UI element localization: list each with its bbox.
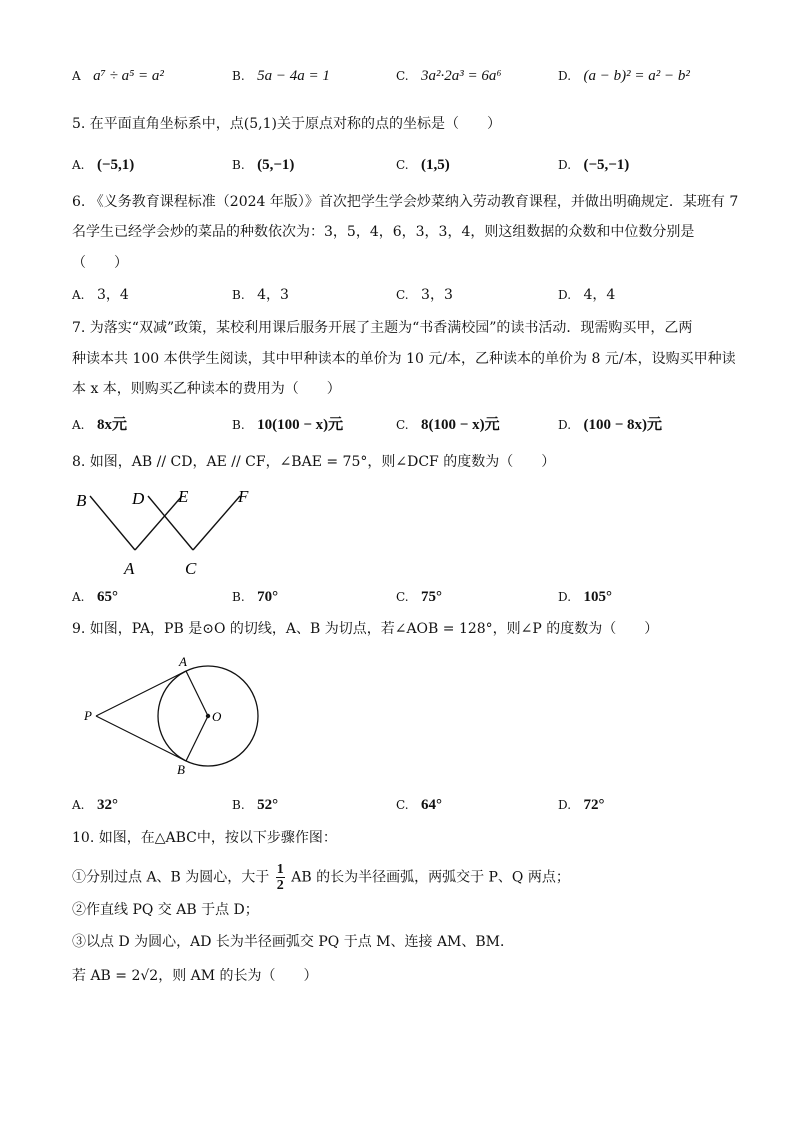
- option-label: D.: [558, 158, 572, 172]
- q10-step3: ③以点 D 为圆心，AD 长为半径画弧交 PQ 于点 M、连接 AM、BM．: [72, 934, 515, 950]
- option-label: B.: [232, 418, 245, 432]
- q9-stem: 9. 如图，PA，PB 是⊙O 的切线，A、B 为切点，若∠AOB = 128°，则∠P 的度数为（ ）: [72, 621, 659, 637]
- label-a: A: [124, 559, 135, 578]
- q6-stem-line2: 名学生已经学会炒的菜品的种数依次为：3，5，4，6，3，3，4，则这组数据的众数和中位数分别是: [72, 224, 695, 240]
- fraction-denominator: 2: [276, 878, 284, 893]
- q8-option-d[interactable]: [558, 587, 612, 607]
- option-expr: 3a²·2a³ = 6a⁶: [421, 68, 502, 84]
- radius-oa: [186, 671, 208, 716]
- option-label: D.: [558, 798, 572, 812]
- q10-question: 若 AB = 2√2，则 AM 的长为（ ）: [72, 968, 318, 984]
- option-label: A.: [72, 288, 85, 302]
- option-label: C.: [396, 288, 409, 302]
- q7-option-d[interactable]: [558, 415, 662, 435]
- q4-option-d[interactable]: [558, 66, 690, 86]
- option-expr: 3，3: [421, 287, 453, 303]
- center-point-o: [206, 714, 210, 718]
- q5-option-c[interactable]: [396, 155, 450, 175]
- option-label: A.: [72, 418, 85, 432]
- label-c: C: [185, 559, 197, 578]
- q4-option-b[interactable]: [232, 66, 330, 86]
- q6-stem-line3: （ ）: [72, 255, 128, 271]
- option-label: A: [72, 69, 81, 83]
- option-label: D.: [558, 69, 572, 83]
- option-expr: 10(100 − x)元: [257, 417, 344, 433]
- q10-stem: 10. 如图，在△ABC中，按以下步骤作图：: [72, 830, 337, 846]
- q8-option-a[interactable]: [72, 587, 118, 607]
- q6-option-b[interactable]: [232, 285, 289, 305]
- option-label: C.: [396, 158, 409, 172]
- tangent-pb: [96, 716, 186, 761]
- option-label: A.: [72, 590, 85, 604]
- option-expr: 105°: [583, 589, 612, 605]
- option-label: B.: [232, 798, 245, 812]
- option-label: B.: [232, 69, 245, 83]
- label-o: O: [212, 709, 222, 724]
- option-label: C.: [396, 590, 409, 604]
- step1-prefix: ①分别过点 A、B 为圆心，大于: [72, 869, 270, 886]
- tangent-pa: [96, 671, 186, 716]
- radius-ob: [186, 716, 208, 761]
- label-e: E: [178, 487, 189, 506]
- option-expr: a⁷ ÷ a⁵ = a²: [93, 68, 164, 84]
- step1-suffix: AB 的长为半径画弧，两弧交于 P、Q 两点；: [291, 869, 570, 886]
- option-expr: 70°: [257, 589, 279, 605]
- label-b: B: [177, 762, 185, 777]
- q9-option-b[interactable]: [232, 795, 278, 815]
- q6-option-d[interactable]: [558, 285, 615, 305]
- q7-option-c[interactable]: [396, 415, 500, 435]
- option-expr: 64°: [421, 797, 443, 813]
- q8-option-b[interactable]: [232, 587, 278, 607]
- q5-stem: 5. 在平面直角坐标系中，点(5,1)关于原点对称的点的坐标是（ ）: [72, 116, 501, 132]
- q9-option-a[interactable]: [72, 795, 118, 815]
- fraction-one-half: [276, 862, 285, 893]
- q7-stem-line1: 7. 为落实“双减”政策，某校利用课后服务开展了主题为“书香满校园”的读书活动．现需购买甲，乙两: [72, 320, 693, 336]
- option-label: D.: [558, 590, 572, 604]
- option-expr: 32°: [96, 797, 118, 813]
- q4-option-c[interactable]: [396, 66, 502, 86]
- option-expr: (a − b)² = a² − b²: [583, 68, 690, 84]
- q9-option-c[interactable]: [396, 795, 442, 815]
- option-label: D.: [558, 418, 572, 432]
- option-expr: 65°: [96, 589, 118, 605]
- q7-stem-line3: 本 x 本，则购买乙种读本的费用为（ ）: [72, 381, 341, 397]
- option-expr: 8(100 − x)元: [421, 417, 500, 433]
- q10-step1: [72, 862, 570, 893]
- option-expr: 52°: [257, 797, 279, 813]
- option-expr: (100 − 8x)元: [583, 417, 663, 433]
- q4-option-a[interactable]: [72, 66, 164, 86]
- q10-step2: ②作直线 PQ 交 AB 于点 D；: [72, 902, 259, 918]
- q8-option-c[interactable]: [396, 587, 442, 607]
- option-expr: 8x元: [96, 417, 127, 433]
- option-expr: (−5,−1): [583, 157, 630, 173]
- fraction-numerator: 1: [276, 862, 284, 877]
- option-expr: (1,5): [421, 157, 450, 173]
- option-label: B.: [232, 288, 245, 302]
- option-expr: (−5,1): [96, 157, 135, 173]
- option-label: A.: [72, 158, 85, 172]
- option-label: B.: [232, 158, 245, 172]
- q5-option-a[interactable]: [72, 155, 134, 175]
- q5-option-b[interactable]: [232, 155, 294, 175]
- label-p: P: [84, 708, 92, 723]
- option-expr: (5,−1): [257, 157, 295, 173]
- segment-cf: [193, 496, 240, 550]
- option-expr: 3，4: [96, 287, 129, 303]
- option-expr: 4，4: [583, 287, 616, 303]
- option-label: C.: [396, 69, 409, 83]
- label-f: F: [238, 487, 249, 506]
- q5-option-d[interactable]: [558, 155, 629, 175]
- q7-stem-line2: 种读本共 100 本供学生阅读，其中甲种读本的单价为 10 元/本，乙种读本的单价为 8 元/本，设购买甲种读: [72, 351, 736, 367]
- option-expr: 72°: [583, 797, 605, 813]
- segment-ba: [90, 496, 135, 550]
- option-label: C.: [396, 418, 409, 432]
- label-a: A: [179, 654, 187, 669]
- q8-parallel-lines-figure: [60, 478, 280, 580]
- q7-option-b[interactable]: [232, 415, 343, 435]
- option-label: A.: [72, 798, 85, 812]
- q6-option-c[interactable]: [396, 285, 453, 305]
- q9-circle-tangent-figure: [78, 650, 278, 780]
- q7-option-a[interactable]: [72, 415, 127, 435]
- q6-option-a[interactable]: [72, 285, 129, 305]
- option-label: D.: [558, 288, 572, 302]
- q8-stem: 8. 如图，AB // CD，AE // CF，∠BAE = 75°，则∠DCF 的度数为（ ）: [72, 454, 556, 470]
- label-d: D: [132, 489, 145, 508]
- option-expr: 4，3: [257, 287, 289, 303]
- option-expr: 5a − 4a = 1: [257, 68, 330, 84]
- q9-option-d[interactable]: [558, 795, 604, 815]
- option-label: B.: [232, 590, 245, 604]
- q6-stem-line1: 6. 《义务教育课程标准（2024 年版）》首次把学生学会炒菜纳入劳动教育课程，并做出明确规定．某班有 7: [72, 194, 739, 210]
- option-expr: 75°: [421, 589, 443, 605]
- label-b: B: [76, 491, 87, 510]
- option-label: C.: [396, 798, 409, 812]
